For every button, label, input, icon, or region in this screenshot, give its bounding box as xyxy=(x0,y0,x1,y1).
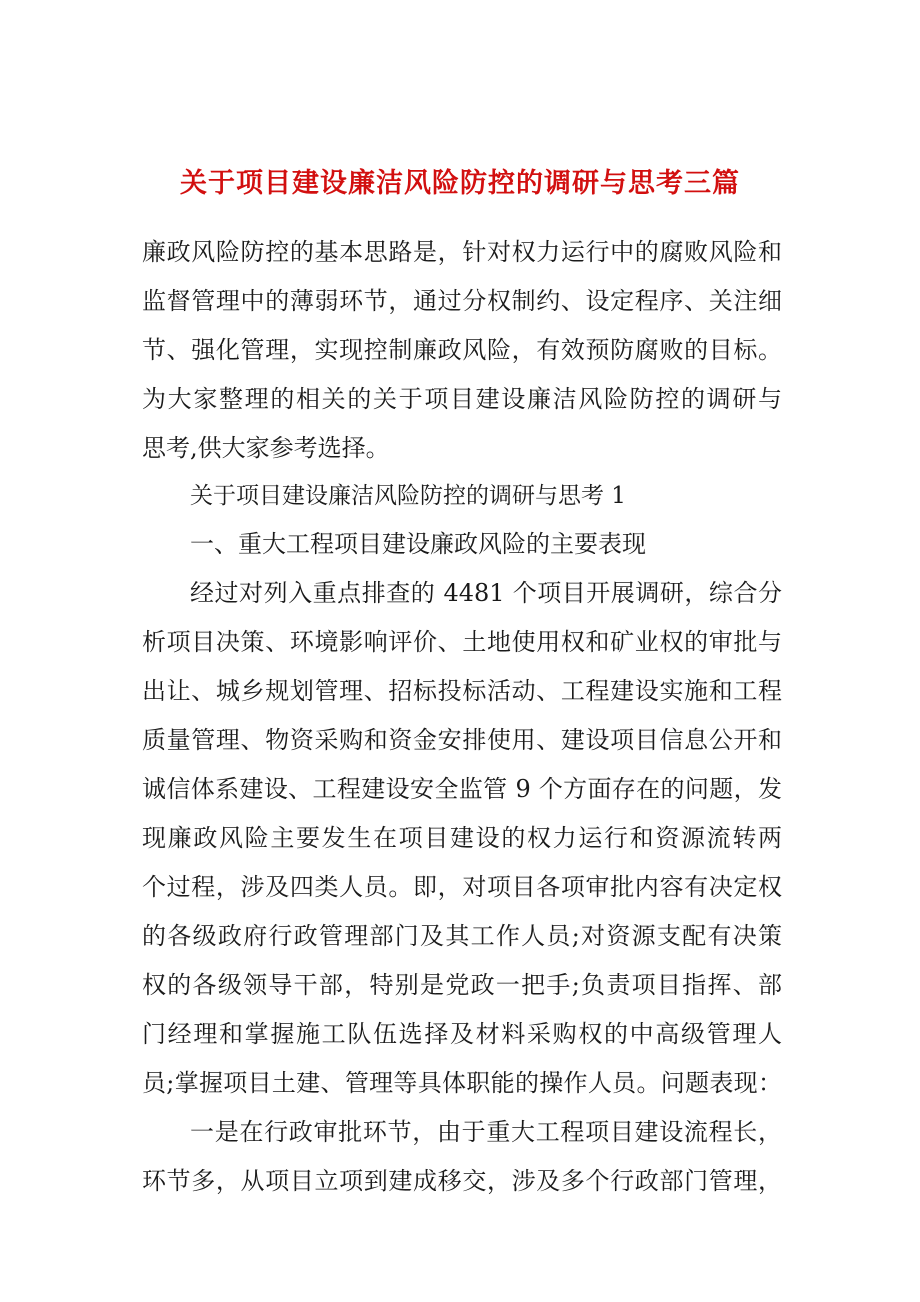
body-text-line: 门经理和掌握施工队伍选择及材料采购权的中高级管理人 xyxy=(142,1020,782,1048)
body-text-line: 出让、城乡规划管理、招标投标活动、工程建设实施和工程 xyxy=(142,677,782,705)
body-text-line: 个过程，涉及四类人员。即，对项目各项审批内容有决定权 xyxy=(142,873,782,901)
section-heading: 关于项目建设廉洁风险防控的调研与思考 1 xyxy=(190,483,626,509)
body-text-line: 现廉政风险主要发生在项目建设的权力运行和资源流转两 xyxy=(142,824,782,852)
body-text-line: 一是在行政审批环节，由于重大工程项目建设流程长， xyxy=(190,1118,782,1146)
body-text-line: 廉政风险防控的基本思路是，针对权力运行中的腐败风险和 xyxy=(142,238,782,266)
body-text-line: 的各级政府行政管理部门及其工作人员;对资源支配有决策 xyxy=(142,922,782,950)
body-text-line: 析项目决策、环境影响评价、土地使用权和矿业权的审批与 xyxy=(142,628,782,656)
body-text-line: 权的各级领导干部，特别是党政一把手;负责项目指挥、部 xyxy=(142,971,782,999)
document-title: 关于项目建设廉洁风险防控的调研与思考三篇 xyxy=(180,168,740,199)
body-text-line: 环节多，从项目立项到建成移交，涉及多个行政部门管理， xyxy=(142,1167,782,1195)
body-text-line: 诚信体系建设、工程建设安全监管 9 个方面存在的问题，发 xyxy=(142,775,782,803)
body-text-line: 质量管理、物资采购和资金安排使用、建设项目信息公开和 xyxy=(142,726,782,754)
body-text-line: 经过对列入重点排查的 4481 个项目开展调研，综合分 xyxy=(190,579,782,607)
body-text-line: 思考,供大家参考选择。 xyxy=(142,434,390,462)
subsection-heading: 一、重大工程项目建设廉政风险的主要表现 xyxy=(190,530,646,558)
body-text-line: 为大家整理的相关的关于项目建设廉洁风险防控的调研与 xyxy=(142,385,782,413)
body-text-line: 员;掌握项目土建、管理等具体职能的操作人员。问题表现： xyxy=(142,1069,782,1097)
body-text-line: 监督管理中的薄弱环节，通过分权制约、设定程序、关注细 xyxy=(142,287,782,315)
body-text-line: 节、强化管理，实现控制廉政风险，有效预防腐败的目标。 xyxy=(142,336,782,364)
